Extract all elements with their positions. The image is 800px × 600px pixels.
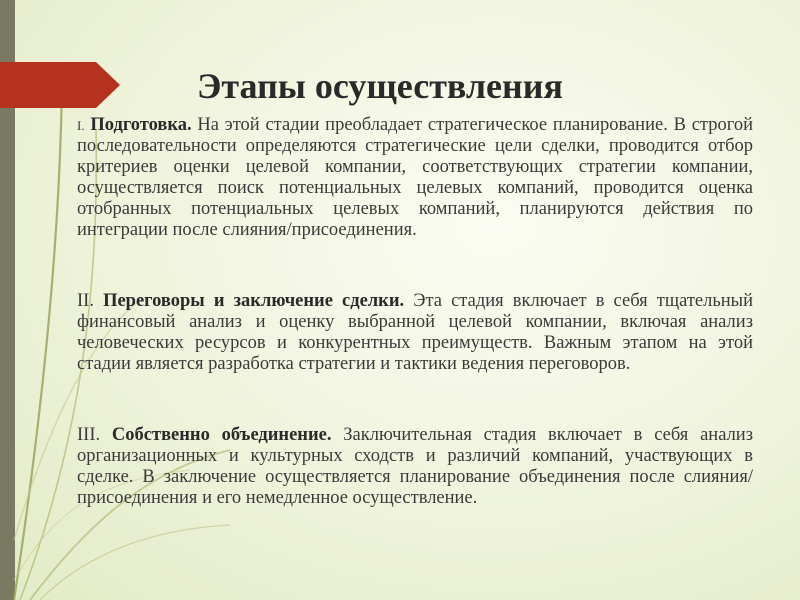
stage-heading: Переговоры и заключение сделки. <box>103 291 405 311</box>
slide-title: Этапы осуществления <box>197 66 563 106</box>
stage-number: II. <box>77 291 94 311</box>
stage-text: На этой стадии преобладает стратегическое планирование. В строгой последовательности определяются стратегические цели сделки, проводится отбор критериев оценки целевой компании, соответствующих стратегии компании, осуществляется поиск потенциальных целевых компаний, проводится оценка отобранных потенциальных целевых компаний, планируются действия по интеграции после слияния/присоединения. <box>77 115 753 240</box>
paragraph-stage-3 <box>77 425 753 509</box>
paragraph-stage-1 <box>77 115 753 241</box>
stage-number: III. <box>77 425 101 445</box>
stage-heading: Подготовка. <box>90 115 192 135</box>
stage-number: I. <box>77 118 85 133</box>
paragraph-stage-2 <box>77 291 753 375</box>
stage-text: Эта стадия включает в себя тщательный финансовый анализ и оценку выбранной целевой компании, включая анализ человеческих ресурсов и конкурентных преимуществ. Важным этапом на этой стадии является разработка стратегии и тактики ведения переговоров. <box>77 291 754 374</box>
stage-text: Заключительная стадия включает в себя анализ организационных и культурных сходств и различий компаний, участвующих в сделке. В заключение осуществляется планирование объединения после слияния/присоединения и его немедленное осуществление. <box>77 425 754 508</box>
stage-heading: Собственно объединение. <box>111 425 332 445</box>
slide-content <box>77 115 753 509</box>
